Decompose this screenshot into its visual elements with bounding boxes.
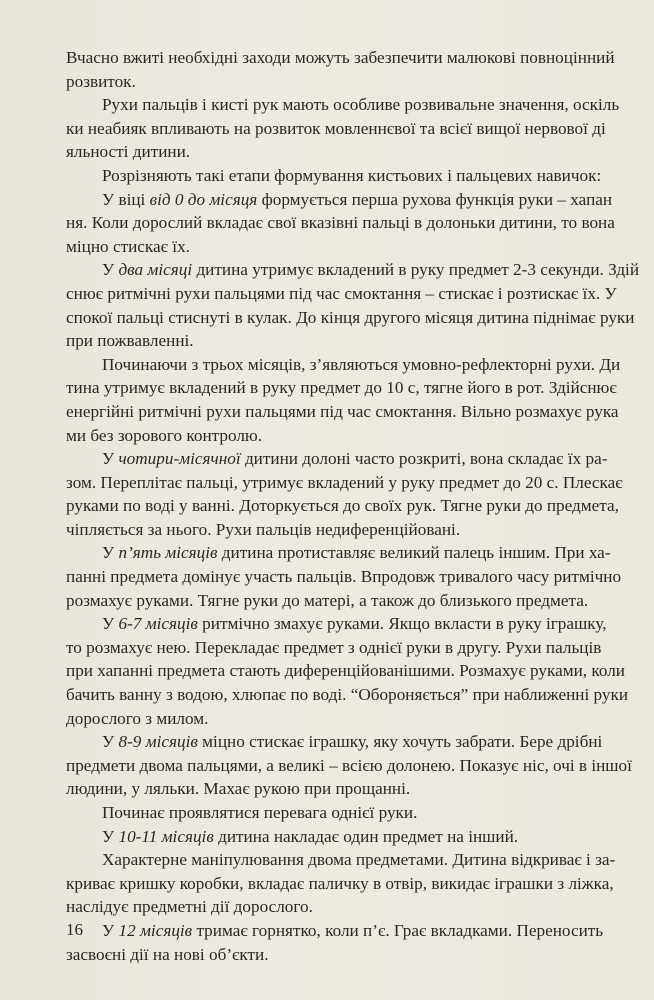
text-line <box>66 117 654 141</box>
text-line <box>66 589 654 613</box>
text-run: У <box>102 543 119 563</box>
text-run: засвоєні дії на нові об’єкти. <box>66 944 269 964</box>
text-line <box>66 777 654 801</box>
text-line <box>66 636 654 660</box>
text-line <box>66 70 654 94</box>
body-text <box>66 46 654 966</box>
page-number: 16 <box>66 920 83 939</box>
text-run: дитина протиставляє великий палець іншим. При ха- <box>217 543 611 563</box>
text-run: У <box>102 732 119 752</box>
text-line <box>66 93 654 117</box>
text-run: Розрізняють такі етапи формування кистьових і пальцевих навичок: <box>102 165 602 185</box>
text-run: Починаючи з трьох місяців, з’являються умовно-рефлекторні рухи. Ди <box>102 354 621 374</box>
text-line <box>66 447 654 471</box>
text-line <box>66 872 654 896</box>
text-run: У <box>102 449 119 469</box>
italic-term: 10-11 місяців <box>118 826 214 846</box>
text-run: чіпляється за нього. Рухи пальців недиференційовані. <box>66 519 461 539</box>
text-line <box>66 329 654 353</box>
text-line <box>66 541 654 565</box>
text-line <box>66 825 654 849</box>
text-line <box>66 211 654 235</box>
text-run: енергійні ритмічні рухи пальцями під час смоктання. Вільно розмахує рука <box>66 401 619 421</box>
text-line <box>66 565 654 589</box>
text-run: при пожвавленні. <box>66 331 194 351</box>
text-run: Починає проявлятися перевага однієї руки. <box>102 803 418 822</box>
text-line <box>66 895 654 919</box>
italic-term: 8-9 місяців <box>118 732 198 752</box>
text-run: тримає горнятко, коли п’є. Грає вкладками. Переносить <box>192 920 604 940</box>
text-run: наслідує предметні дії дорослого. <box>66 897 313 917</box>
italic-term: 12 місяців <box>118 920 193 940</box>
text-run: бачить ванну з водою, хлюпає по воді. “Обороняється” при наближенні руки <box>66 685 629 705</box>
text-run: У <box>102 614 119 634</box>
text-line <box>66 518 654 542</box>
text-line <box>66 612 654 636</box>
text-run: при хапанні предмета стають диференційованішими. Розмахує руками, коли <box>66 661 625 681</box>
text-run: снює ритмічні рухи пальцями під час смоктання – стискає і розтискає їх. У <box>66 283 617 303</box>
italic-term: 6-7 місяців <box>118 614 198 634</box>
text-line <box>66 659 654 683</box>
text-line <box>66 801 654 825</box>
text-run: формується перша рухова функція руки – хапан <box>257 189 613 209</box>
text-run: дорослого з милом. <box>66 708 209 728</box>
text-line <box>66 376 654 400</box>
text-line <box>66 943 654 967</box>
text-run: Рухи пальців і кисті рук мають особливе розвивальне значення, оскіль <box>102 95 620 115</box>
text-run: У <box>102 260 119 280</box>
text-run: ритмічно змахує руками. Якщо вкласти в руку іграшку, <box>197 614 607 634</box>
text-run: спокої пальці стиснуті в кулак. До кінця другого місяця дитина піднімає руки <box>66 307 635 327</box>
text-line <box>66 258 654 282</box>
text-run: У <box>102 826 119 846</box>
text-run: то розмахує нею. Перекладає предмет з однієї руки в другу. Рухи пальців <box>66 637 602 657</box>
text-line <box>66 471 654 495</box>
text-run: Характерне маніпулювання двома предметами. Дитина відкриває і за- <box>102 850 616 870</box>
text-run: ня. Коли дорослий вкладає свої вказівні пальці в долоньки дитини, то вона <box>66 213 615 233</box>
text-run: міцно стискає іграшку, яку хочуть забрати. Бере дрібні <box>197 732 603 752</box>
text-line <box>66 707 654 731</box>
text-line <box>66 424 654 448</box>
text-run: ми без зорового контролю. <box>66 425 263 445</box>
text-run: криває кришку коробки, вкладає паличку в отвір, викидає іграшки з ліжка, <box>66 873 614 893</box>
text-line <box>66 235 654 259</box>
italic-term: два місяці <box>118 260 193 280</box>
text-line <box>66 164 654 188</box>
text-run: руками по воді у ванні. Доторкується до своїх рук. Тягне руки до предмета, <box>66 496 619 516</box>
text-run: людини, у ляльки. Махає рукою при прощанні. <box>66 779 411 799</box>
text-line <box>66 46 654 70</box>
text-line <box>66 730 654 754</box>
text-run: Вчасно вжиті необхідні заходи можуть забезпечити малюкові повноцінний <box>66 48 615 67</box>
text-line <box>66 400 654 424</box>
text-line <box>66 683 654 707</box>
text-run: міцно стискає їх. <box>66 236 190 256</box>
text-run: дитини долоні часто розкриті, вона складає їх ра- <box>240 449 608 469</box>
text-run: яльності дитини. <box>66 142 191 162</box>
text-run: розвиток. <box>66 71 136 91</box>
text-line <box>66 282 654 306</box>
text-line <box>66 919 654 943</box>
italic-term: від 0 до місяця <box>149 189 258 209</box>
text-run: У <box>102 920 119 940</box>
italic-term: п’ять місяців <box>118 543 218 563</box>
text-run: розмахує руками. Тягне руки до матері, а також до близького предмета. <box>66 590 589 610</box>
text-run: панні предмета домінує участь пальців. Впродовж тривалого часу ритмічно <box>66 567 622 587</box>
text-line <box>66 754 654 778</box>
text-line <box>66 494 654 518</box>
text-line <box>66 140 654 164</box>
text-run: дитина накладає один предмет на інший. <box>213 826 519 846</box>
text-run: тина утримує вкладений в руку предмет до 10 с, тягне його в рот. Здійснює <box>66 378 617 398</box>
text-run: У віці <box>102 189 150 209</box>
text-line <box>66 848 654 872</box>
text-run: ки неабияк впливають на розвиток мовленнєвої та всієї вищої нервової ді <box>66 118 606 138</box>
text-line <box>66 188 654 212</box>
text-line <box>66 353 654 377</box>
italic-term: чотири-місячної <box>118 449 241 469</box>
text-run: зом. Переплітає пальці, утримує вкладений у руку предмет до 20 с. Плескає <box>66 472 623 492</box>
text-run: дитина утримує вкладений в руку предмет 2-3 секунди. Здій <box>192 260 640 280</box>
text-line <box>66 306 654 330</box>
text-run: предмети двома пальцями, а великі – всією долонею. Показує ніс, очі в іншої <box>66 755 632 775</box>
